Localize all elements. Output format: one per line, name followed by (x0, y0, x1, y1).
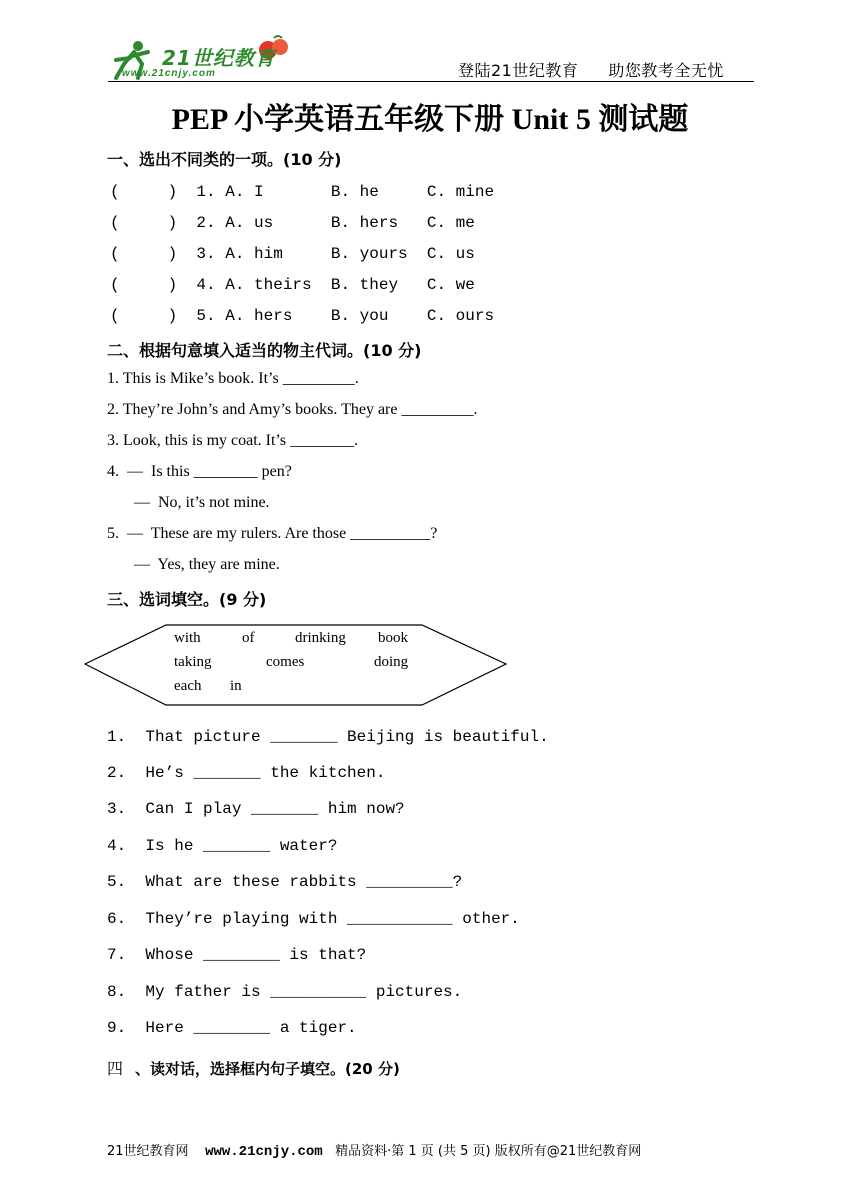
part3-heading: 三、选词填空。(9 分) (107, 590, 267, 609)
word-bank-word: doing (374, 654, 409, 670)
part3-sentence: 2. He’s _______ the kitchen. (107, 764, 386, 782)
part3-sentence: 8. My father is __________ pictures. (107, 983, 463, 1001)
part4-heading-text: 、读对话，选择框内句子填空。(20 分) (135, 1060, 400, 1078)
part1-question: ( ) 1. A. I B. he C. mine (110, 183, 495, 201)
part3-sentence: 7. Whose ________ is that? (107, 946, 367, 964)
header-divider (108, 81, 754, 82)
slogan-right: 助您教考全无忧 (608, 61, 724, 80)
word-bank-word: each (174, 678, 202, 694)
logo-text: 21世纪教育 (162, 46, 276, 70)
part2-answer: — No, it’s not mine. (134, 494, 270, 511)
part1-question: ( ) 3. A. him B. yours C. us (110, 245, 475, 263)
part2-question: 4. — Is this ________ pen? (107, 463, 292, 480)
word-bank-word: in (230, 678, 242, 694)
part2-answer: — Yes, they are mine. (134, 556, 280, 573)
part3-sentence: 4. Is he _______ water? (107, 837, 338, 855)
part1-question: ( ) 2. A. us B. hers C. me (110, 214, 475, 232)
part3-sentence: 1. That picture _______ Beijing is beautiful. (107, 728, 549, 746)
word-bank-word: taking (174, 654, 212, 670)
part3-sentence: 6. They’re playing with ___________ other. (107, 910, 520, 928)
part4-heading-number: 四 (107, 1059, 124, 1078)
word-bank-word: drinking (295, 630, 346, 646)
logo-url: www.21cnjy.com (122, 68, 216, 79)
header-slogan (458, 58, 724, 81)
part1-question: ( ) 5. A. hers B. you C. ours (110, 307, 495, 325)
word-bank-box (84, 624, 508, 706)
part1-question: ( ) 4. A. theirs B. they C. we (110, 276, 475, 294)
page-title: PEP 小学英语五年级下册 Unit 5 测试题 (171, 103, 689, 136)
footer-copyright: 精品资料·第 1 页 (共 5 页) 版权所有@21世纪教育网 (335, 1144, 642, 1159)
word-bank-word: with (174, 630, 201, 646)
part1-heading: 一、选出不同类的一项。(10 分) (107, 150, 342, 169)
part2-question: 1. This is Mike’s book. It’s _________. (107, 370, 359, 387)
part4-heading (107, 1056, 400, 1079)
part2-heading: 二、根据句意填入适当的物主代词。(10 分) (107, 341, 422, 360)
word-bank-word: book (378, 630, 408, 646)
word-bank-word: of (242, 630, 255, 646)
part2-question: 3. Look, this is my coat. It’s ________. (107, 432, 359, 449)
logo (108, 34, 308, 84)
slogan-left: 登陆21世纪教育 (458, 61, 579, 80)
part3-sentence: 5. What are these rabbits _________? (107, 873, 463, 891)
part3-sentence: 9. Here ________ a tiger. (107, 1019, 357, 1037)
part2-question: 5. — These are my rulers. Are those __________? (107, 525, 438, 542)
part3-sentence: 3. Can I play _______ him now? (107, 800, 405, 818)
footer-site-name: 21世纪教育网 (107, 1144, 189, 1159)
word-bank-word: comes (266, 654, 305, 670)
part2-question: 2. They’re John’s and Amy’s books. They are _________. (107, 401, 478, 418)
footer-url[interactable]: www.21cnjy.com (205, 1144, 323, 1160)
page-footer (107, 1140, 641, 1160)
